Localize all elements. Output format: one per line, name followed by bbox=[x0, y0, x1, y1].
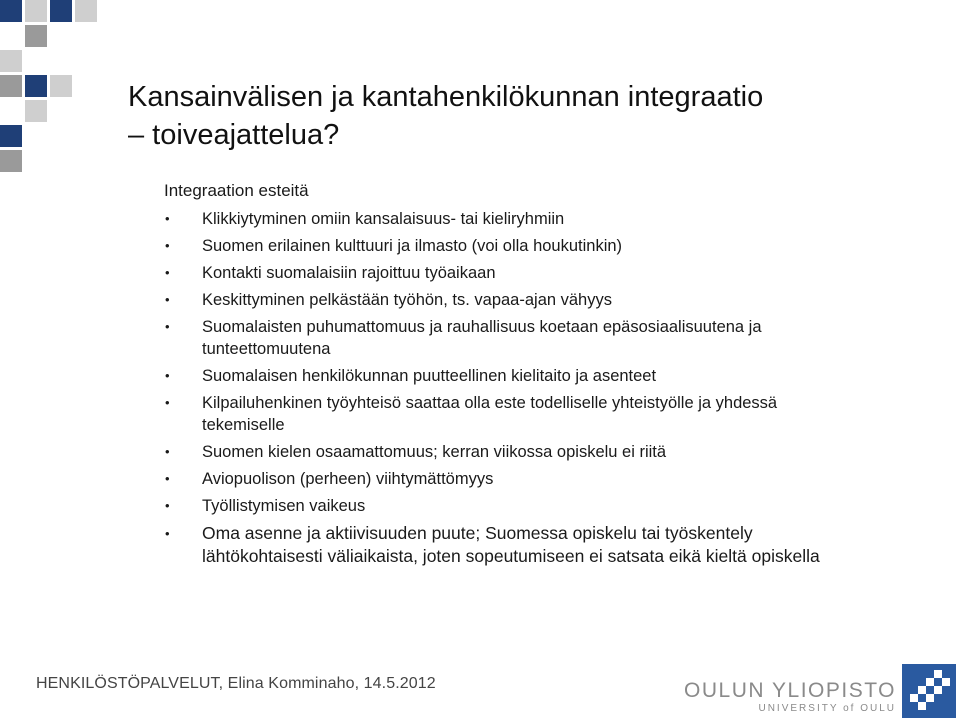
logo-main-text: OULUN YLIOPISTO bbox=[684, 679, 896, 702]
decorative-square-pattern bbox=[0, 0, 100, 175]
bullet-symbol: • bbox=[165, 471, 170, 486]
bullet-text: Kilpailuhenkinen työyhteisö saattaa olla este todelliselle yhteistyölle ja yhdessä tekemiselle bbox=[202, 394, 778, 434]
bullet-text: Suomen kielen osaamattomuus; kerran viikossa opiskelu ei riitä bbox=[202, 443, 667, 461]
bullet-item bbox=[164, 495, 824, 517]
bullet-symbol: • bbox=[165, 211, 170, 226]
bullet-item bbox=[164, 392, 824, 436]
bullet-text: Klikkiytyminen omiin kansalaisuus- tai kieliryhmiin bbox=[202, 210, 565, 228]
bullet-item bbox=[164, 235, 824, 257]
bullet-symbol: • bbox=[165, 526, 170, 541]
slide-title-line2: – toiveajattelua? bbox=[128, 119, 340, 151]
bullet-text: Keskittyminen pelkästään työhön, ts. vapaa-ajan vähyys bbox=[202, 291, 612, 309]
bullet-symbol: • bbox=[165, 498, 170, 513]
bullet-item bbox=[164, 522, 824, 568]
slide-footer: HENKILÖSTÖPALVELUT, Elina Komminaho, 14.5.2012 bbox=[36, 675, 436, 692]
bullet-item bbox=[164, 208, 824, 230]
bullet-text: Työllistymisen vaikeus bbox=[202, 497, 366, 515]
bullet-list bbox=[164, 208, 824, 573]
slide-title bbox=[128, 78, 928, 154]
bullet-item bbox=[164, 441, 824, 463]
bullet-text: Aviopuolison (perheen) viihtymättömyys bbox=[202, 470, 494, 488]
bullet-text: Suomalaisen henkilökunnan puutteellinen kielitaito ja asenteet bbox=[202, 367, 657, 385]
logo-sub-text: UNIVERSITY of OULU bbox=[758, 703, 896, 714]
slide-title-line1: Kansainvälisen ja kantahenkilökunnan integraatio bbox=[128, 81, 764, 113]
bullet-symbol: • bbox=[165, 238, 170, 253]
bullet-item bbox=[164, 468, 824, 490]
bullet-text: Oma asenne ja aktiivisuuden puute; Suomessa opiskelu tai työskentely lähtökohtaisesti väliaikaista, joten sopeutumiseen ei satsata eikä kieltä opiskella bbox=[202, 523, 820, 566]
bullet-symbol: • bbox=[165, 265, 170, 280]
bullet-symbol: • bbox=[165, 368, 170, 383]
bullet-item bbox=[164, 316, 824, 360]
bullet-item bbox=[164, 365, 824, 387]
bullet-symbol: • bbox=[165, 319, 170, 334]
slide-subheading: Integraation esteitä bbox=[164, 181, 309, 200]
bullet-item bbox=[164, 262, 824, 284]
bullet-text: Suomen erilainen kulttuuri ja ilmasto (voi olla houkutinkin) bbox=[202, 237, 623, 255]
bullet-symbol: • bbox=[165, 292, 170, 307]
bullet-symbol: • bbox=[165, 444, 170, 459]
university-logo-icon bbox=[902, 664, 956, 718]
bullet-text: Suomalaisten puhumattomuus ja rauhallisuus koetaan epäsosiaalisuutena ja tunteettomuutena bbox=[202, 318, 762, 358]
bullet-text: Kontakti suomalaisiin rajoittuu työaikaan bbox=[202, 264, 496, 282]
bullet-symbol: • bbox=[165, 395, 170, 410]
university-logo-text bbox=[684, 680, 896, 716]
bullet-item bbox=[164, 289, 824, 311]
